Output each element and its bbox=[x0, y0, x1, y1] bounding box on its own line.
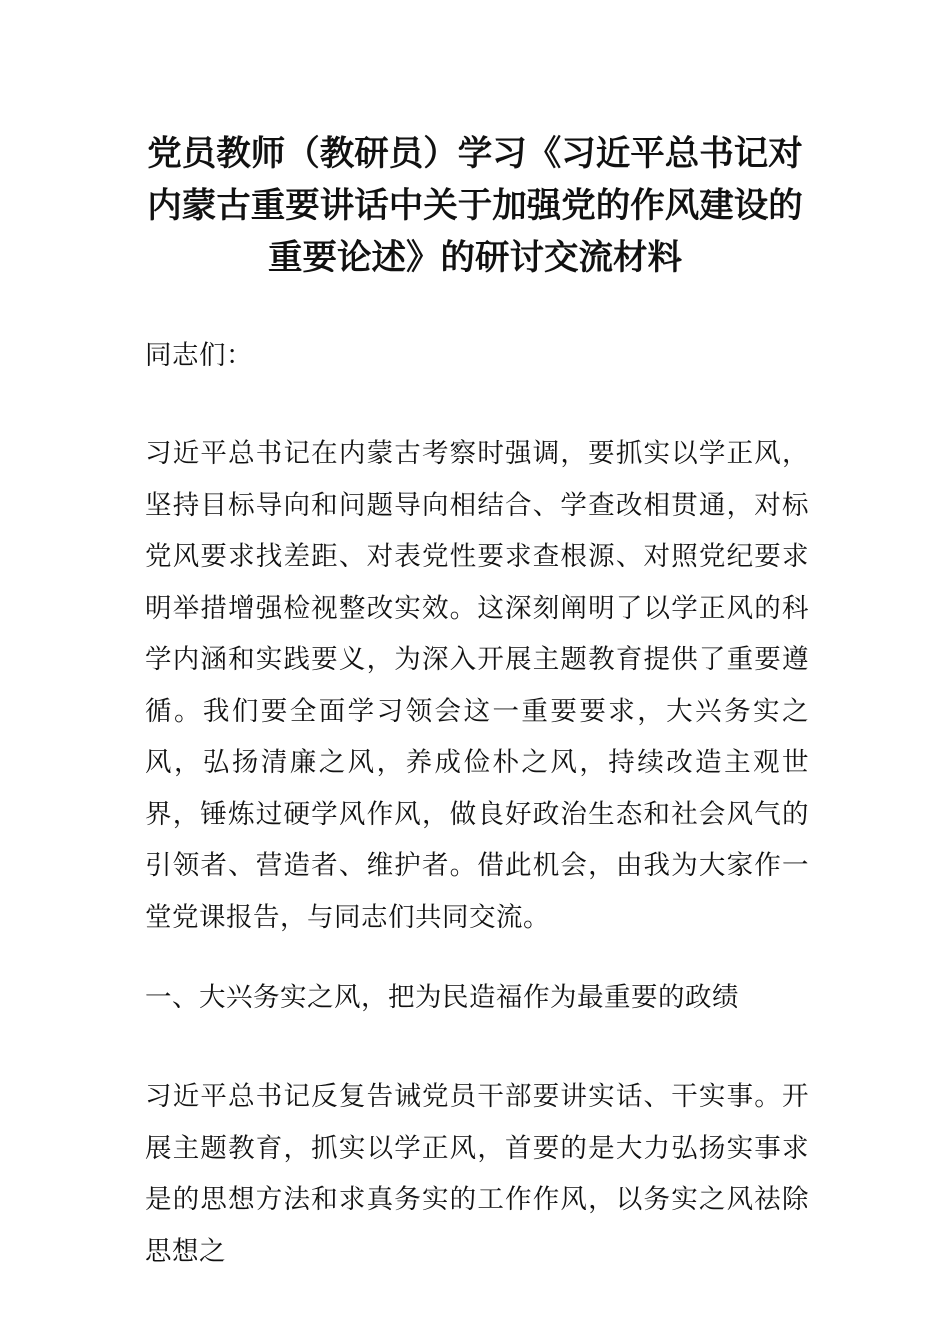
section-heading: 一、大兴务实之风，把为民造福作为最重要的政绩 bbox=[145, 982, 739, 1013]
document-title: 党员教师（教研员）学习《习近平总书记对内蒙古重要讲话中关于加强党的作风建设的重要论述》的研讨交流材料 bbox=[147, 134, 803, 278]
paragraph-section-1: 习近平总书记反复告诫党员干部要讲实话、干实事。开展主题教育，抓实以学正风，首要的是大力弘扬实事求是的思想方法和求真务实的工作作风，以务实之风祛除思想之 bbox=[145, 1081, 809, 1267]
paragraph-intro: 习近平总书记在内蒙古考察时强调，要抓实以学正风，坚持目标导向和问题导向相结合、学查改相贯通，对标党风要求找差距、对表党性要求查根源、对照党纪要求明举措增强检视整改实效。这深刻阐明了以学正风的科学内涵和实践要义，为深入开展主题教育提供了重要遵循。我们要全面学习领会这一重要要求，大兴务实之风，弘扬清廉之风，养成俭朴之风，持续改造主观世界，锤炼过硬学风作风，做良好政治生态和社会风气的引领者、营造者、维护者。借此机会，由我为大家作一堂党课报告，与同志们共同交流。 bbox=[145, 438, 809, 933]
greeting: 同志们： bbox=[145, 340, 253, 371]
